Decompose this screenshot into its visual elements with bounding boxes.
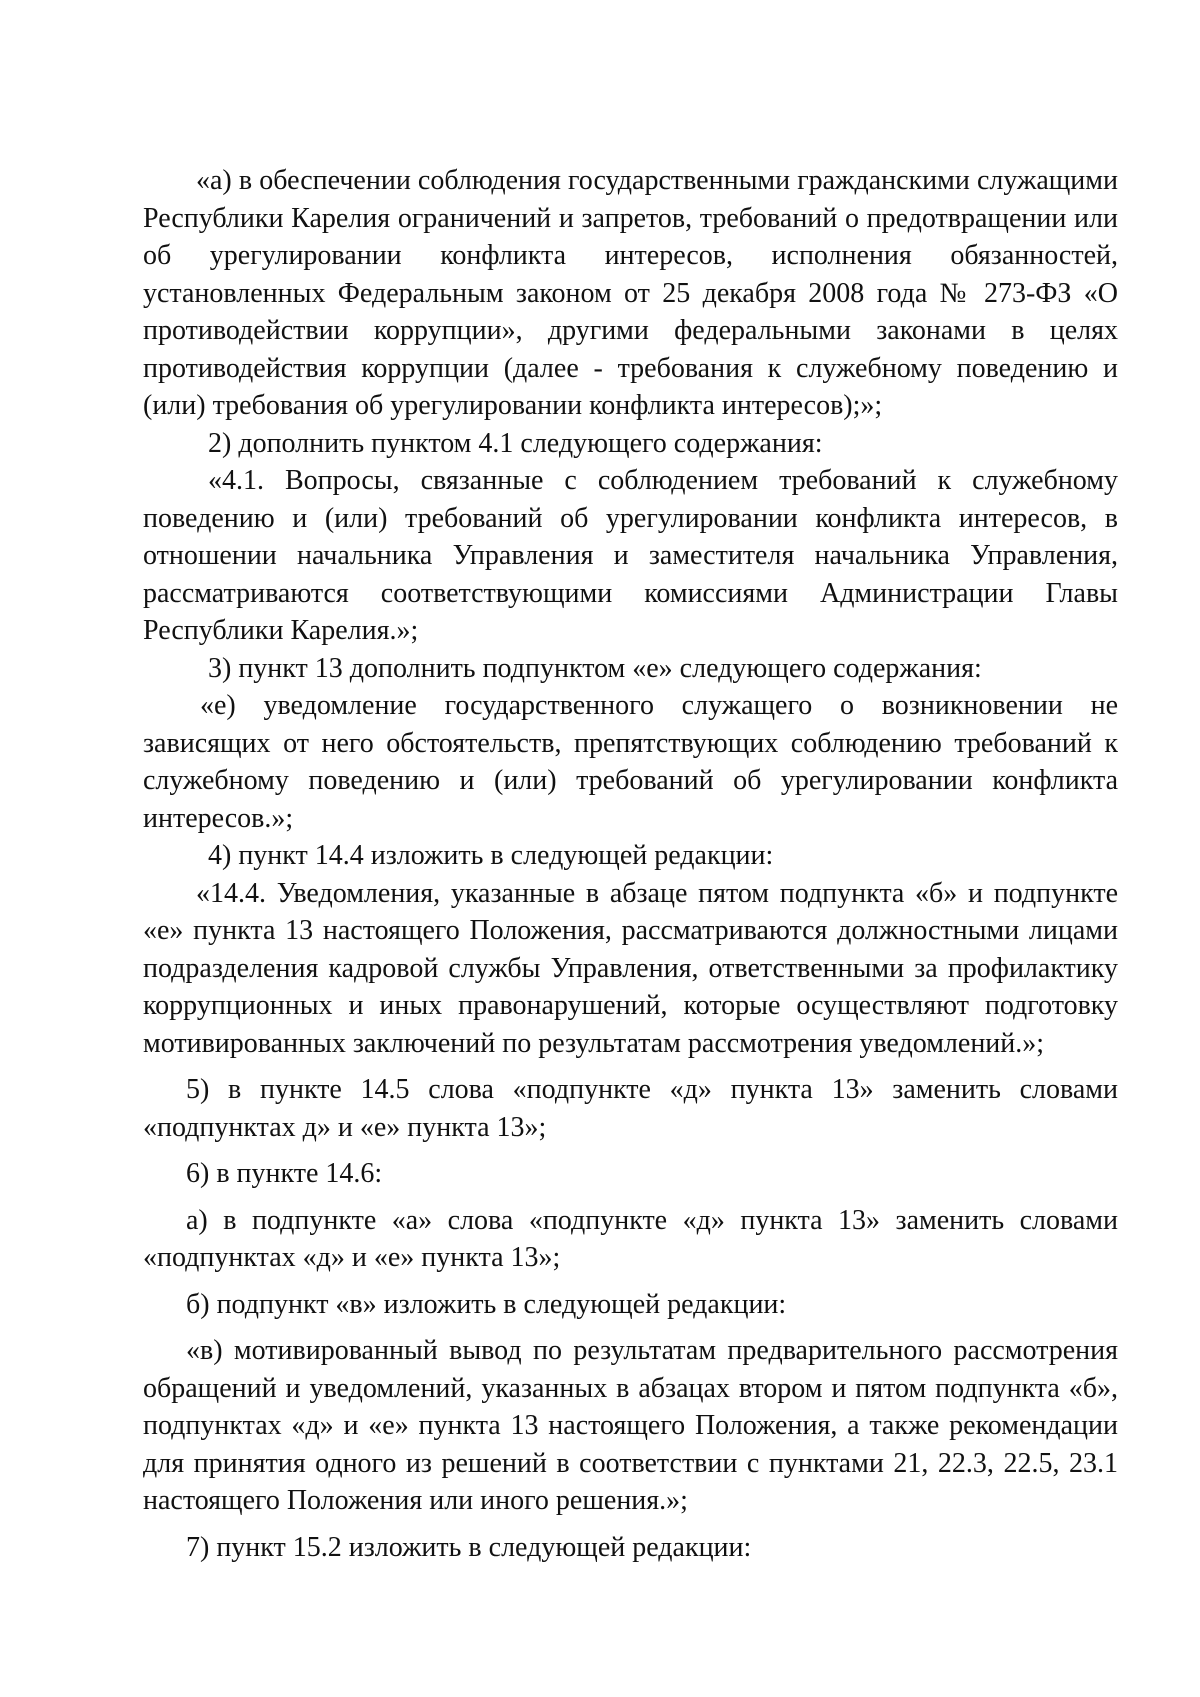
paragraph-item-4: 4) пункт 14.4 изложить в следующей редакции: <box>208 840 774 871</box>
paragraph-subpoint-v: «в) мотивированный вывод по результатам предварительного рассмотрения обращений и уведомлений, указанных в абзацах втором и пятом подпункта «б», подпунктах «д» и «е» пункта 13 настоящего Положения, а также рекомендации для принятия одного из решений в соответствии с пунктами 21, 22.3, 22.5, 23.1 настоящего Положения или иного решения.»; <box>143 1335 1118 1516</box>
paragraph-point-14-4: «14.4. Уведомления, указанные в абзаце пятом подпункта «б» и подпункте «е» пункта 13 настоящего Положения, рассматриваются должностными лицами подразделения кадровой службы Управления, ответственными за профилактику коррупционных и иных правонарушений, которые осуществляют подготовку мотивированных заключений по результатам рассмотрения уведомлений.»; <box>143 877 1118 1059</box>
paragraph-item-6-b: б) подпункт «в» изложить в следующей редакции: <box>186 1288 787 1320</box>
paragraph-item-3: 3) пункт 13 дополнить подпунктом «е» следующего содержания: <box>208 652 982 684</box>
paragraph-item-6: 6) в пункте 14.6: <box>186 1158 383 1189</box>
document-body <box>143 162 1118 1566</box>
paragraph-item-5: 5) в пункте 14.5 слова «подпункте «д» пункта 13» заменить словами «подпунктах д» и «е» пункта 13»; <box>143 1074 1118 1143</box>
paragraph-point-4-1: «4.1. Вопросы, связанные с соблюдением требований к служебному поведению и (или) требований об урегулировании конфликта интересов, в отношении начальника Управления и заместителя начальника Управления, рассматриваются соответствующими комиссиями Администрации Главы Республики Карелия.»; <box>143 465 1118 646</box>
paragraph-item-6-a: а) в подпункте «а» слова «подпункте «д» пункта 13» заменить словами «подпунктах «д» и «е» пункта 13»; <box>143 1204 1118 1273</box>
paragraph-subpoint-e: «е) уведомление государственного служащего о возникновении не зависящих от него обстоятельств, препятствующих соблюдению требований к служебному поведению и (или) требований об урегулировании конфликта интересов.»; <box>143 690 1118 834</box>
paragraph-subpoint-a: «а) в обеспечении соблюдения государственными гражданскими служащими Республики Карелия ограничений и запретов, требований о предотвращении или об урегулировании конфликта интересов, исполнения обязанностей, установленных Федеральным законом от 25 декабря 2008 года № 273-ФЗ «О противодействии коррупции», другими федеральными законами в целях противодействия коррупции (далее - требования к служебному поведению и (или) требования об урегулировании конфликта интересов);»; <box>143 165 1118 421</box>
paragraph-item-2: 2) дополнить пунктом 4.1 следующего содержания: <box>208 427 823 459</box>
paragraph-item-7: 7) пункт 15.2 изложить в следующей редакции: <box>186 1531 752 1563</box>
